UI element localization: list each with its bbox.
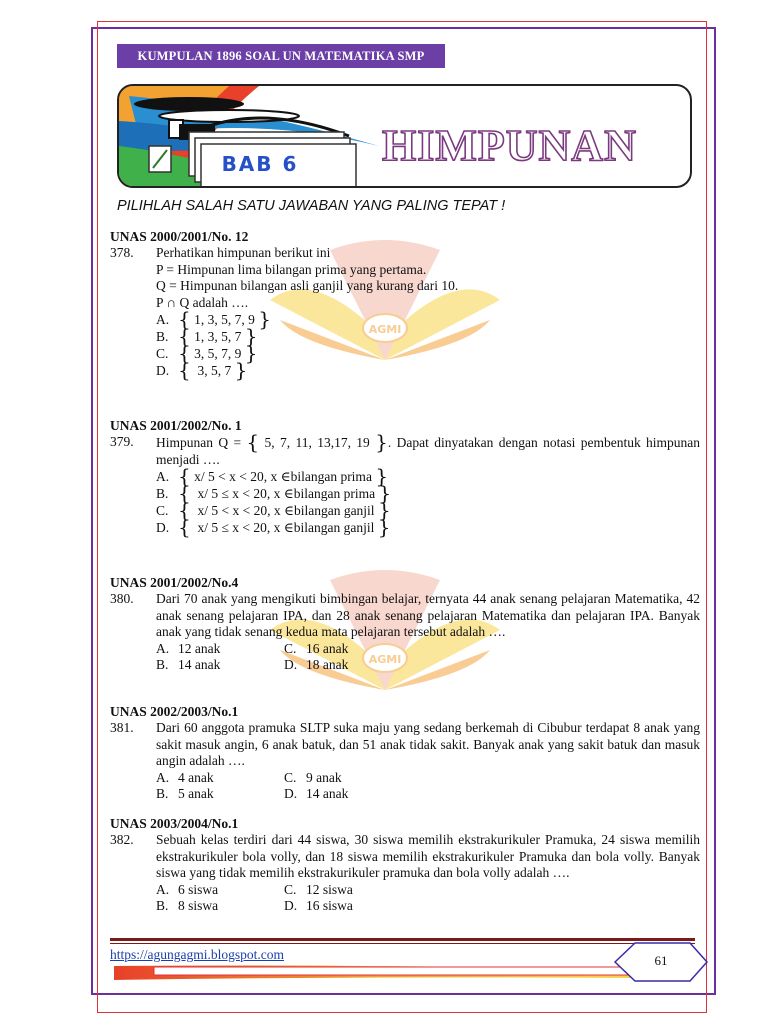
option-c: C. { x/ 5 < x < 20, x ∈bilangan ganjil } — [156, 498, 391, 522]
option-d: D. { 3, 5, 7 } — [156, 358, 248, 382]
option-d: D. { x/ 5 ≤ x < 20, x ∈bilangan ganjil } — [156, 515, 391, 539]
option-text: x/ 5 < x < 20, x ∈bilangan prima — [194, 469, 372, 484]
option-label: D. — [156, 520, 170, 535]
question-line: P = Himpunan lima bilangan prima yang pertama. — [156, 261, 427, 277]
option-label: B. — [156, 486, 169, 501]
option-label: D. — [284, 786, 298, 801]
question-379 — [110, 417, 701, 539]
option-text: 16 siswa — [306, 898, 353, 913]
footer-divider — [110, 938, 695, 944]
option-label: D. — [284, 898, 298, 913]
question-text: Dari 70 anak yang mengikuti bimbingan belajar, ternyata 44 anak senang pelajaran Matematika, 42 anak senang pelajaran IPA, dan 28 anak senang pelajaran Matematika dan pelajaran IPA. Banyak anak yang tidak senang kedua mata pelajaran tersebut adalah …. — [156, 591, 700, 639]
page-number: 61 — [654, 953, 668, 968]
option-text: 14 anak — [178, 657, 221, 672]
question-source: UNAS 2001/2002/No. 1 — [110, 418, 242, 433]
option-label: B. — [156, 898, 169, 913]
question-text-pre: Himpunan Q = — [156, 435, 242, 450]
question-number: 382. — [110, 832, 134, 847]
option-text: x/ 5 < x < 20, x ∈bilangan ganjil — [197, 503, 375, 518]
question-set: 5, 7, 11, 13,17, 19 — [264, 435, 370, 450]
question-source: UNAS 2002/2003/No.1 — [110, 704, 239, 719]
question-text: Dari 60 anggota pramuka SLTP suka maju yang sedang berkemah di Cibubur terdapat 8 anak yang sakit masuk angin, 6 anak batuk, dan 51 anak tidak sakit. Banyak anak yang sakit batuk dan masuk angin adalah …. — [156, 720, 700, 768]
question-381 — [110, 703, 700, 803]
footer-color-bar — [114, 964, 634, 980]
option-text: x/ 5 ≤ x < 20, x ∈bilangan prima — [197, 486, 376, 501]
option-text: 5 anak — [178, 786, 214, 801]
question-number: 378. — [110, 245, 134, 260]
option-label: A. — [156, 769, 170, 785]
option-text: 12 anak — [178, 640, 221, 656]
question-378 — [110, 228, 700, 382]
option-text: 8 siswa — [178, 898, 219, 913]
option-text: 1, 3, 5, 7, 9 — [194, 312, 255, 327]
footer-blog-link[interactable]: https://agungagmi.blogspot.com — [110, 947, 284, 962]
option-label: C. — [156, 346, 169, 361]
option-text: 14 anak — [306, 786, 349, 801]
question-text: Himpunan Q = { 5, 7, 11, 13,17, 19 }. Dapat dinyatakan dengan notasi pembentuk himpunan menjadi …. — [156, 430, 701, 467]
question-380 — [110, 574, 700, 674]
option-label: C. — [284, 640, 297, 656]
option-label: B. — [156, 786, 169, 801]
option-label: C. — [284, 881, 297, 897]
watermark-text-bottom: AGMI — [368, 653, 402, 666]
option-a: A. { x/ 5 < x < 20, x ∈bilangan prima } — [156, 464, 389, 488]
question-line: P ∩ Q adalah …. — [156, 294, 249, 310]
question-number: 380. — [110, 591, 134, 606]
option-text: 3, 5, 7 — [197, 363, 232, 378]
option-text: 18 anak — [306, 657, 349, 672]
chapter-number: BAB 6 — [221, 152, 299, 176]
option-label: A. — [156, 640, 170, 656]
chapter-title: HIMPUNAN — [382, 121, 637, 170]
option-text: 3, 5, 7, 9 — [194, 346, 242, 361]
options-row-1 — [110, 641, 700, 658]
question-text: Sebuah kelas terdiri dari 44 siswa, 30 siswa memilih ekstrakurikuler Pramuka, 24 siswa memilih ekstrakurikuler bola volly, dan 18 siswa memilih ekstrakurikuler Pramuka dan bola volly. Banyak siswa yang tidak memilih ekstrakurikuler pramuka dan bola volly adalah …. — [156, 832, 700, 880]
watermark-text-top: AGMI — [368, 323, 402, 336]
option-label: A. — [156, 881, 170, 897]
option-text: 12 siswa — [306, 881, 353, 897]
option-text: x/ 5 ≤ x < 20, x ∈bilangan ganjil — [197, 520, 375, 535]
option-b: B. { 1, 3, 5, 7 } — [156, 324, 258, 348]
option-text: 6 siswa — [178, 881, 219, 897]
question-source: UNAS 2000/2001/No. 12 — [110, 229, 249, 244]
option-label: D. — [284, 657, 298, 672]
option-label: B. — [156, 657, 169, 672]
question-line: Q = Himpunan bilangan asli ganjil yang kurang dari 10. — [156, 278, 459, 293]
option-label: B. — [156, 329, 169, 344]
option-c: C. { 3, 5, 7, 9 } — [156, 341, 258, 365]
question-line: Perhatikan himpunan berikut ini — [156, 245, 331, 260]
option-b: B. { x/ 5 ≤ x < 20, x ∈bilangan prima } — [156, 481, 392, 505]
option-text: 9 anak — [306, 769, 342, 785]
option-text: 1, 3, 5, 7 — [194, 329, 242, 344]
option-label: D. — [156, 363, 170, 378]
options-row-2 — [110, 898, 700, 915]
option-label: C. — [156, 503, 169, 518]
question-source: UNAS 2001/2002/No.4 — [110, 575, 239, 590]
question-number: 381. — [110, 720, 134, 735]
option-a: A. { 1, 3, 5, 7, 9 } — [156, 307, 271, 331]
instruction-text: PILIHLAH SALAH SATU JAWABAN YANG PALING TEPAT ! — [117, 198, 506, 214]
options-row-2 — [110, 657, 700, 674]
option-label: A. — [156, 312, 170, 327]
question-text-post: . Dapat dinyatakan dengan notasi pembentuk himpunan menjadi …. — [156, 435, 701, 467]
options-row-1 — [110, 882, 700, 899]
question-number: 379. — [110, 434, 134, 449]
options-row-1 — [110, 770, 700, 787]
options-row-2 — [110, 786, 700, 803]
header-banner: KUMPULAN 1896 SOAL UN MATEMATIKA SMP — [117, 44, 445, 68]
option-text: 16 anak — [306, 640, 349, 656]
question-382 — [110, 815, 700, 915]
option-label: C. — [284, 769, 297, 785]
question-source: UNAS 2003/2004/No.1 — [110, 816, 239, 831]
option-label: A. — [156, 469, 170, 484]
option-text: 4 anak — [178, 769, 214, 785]
